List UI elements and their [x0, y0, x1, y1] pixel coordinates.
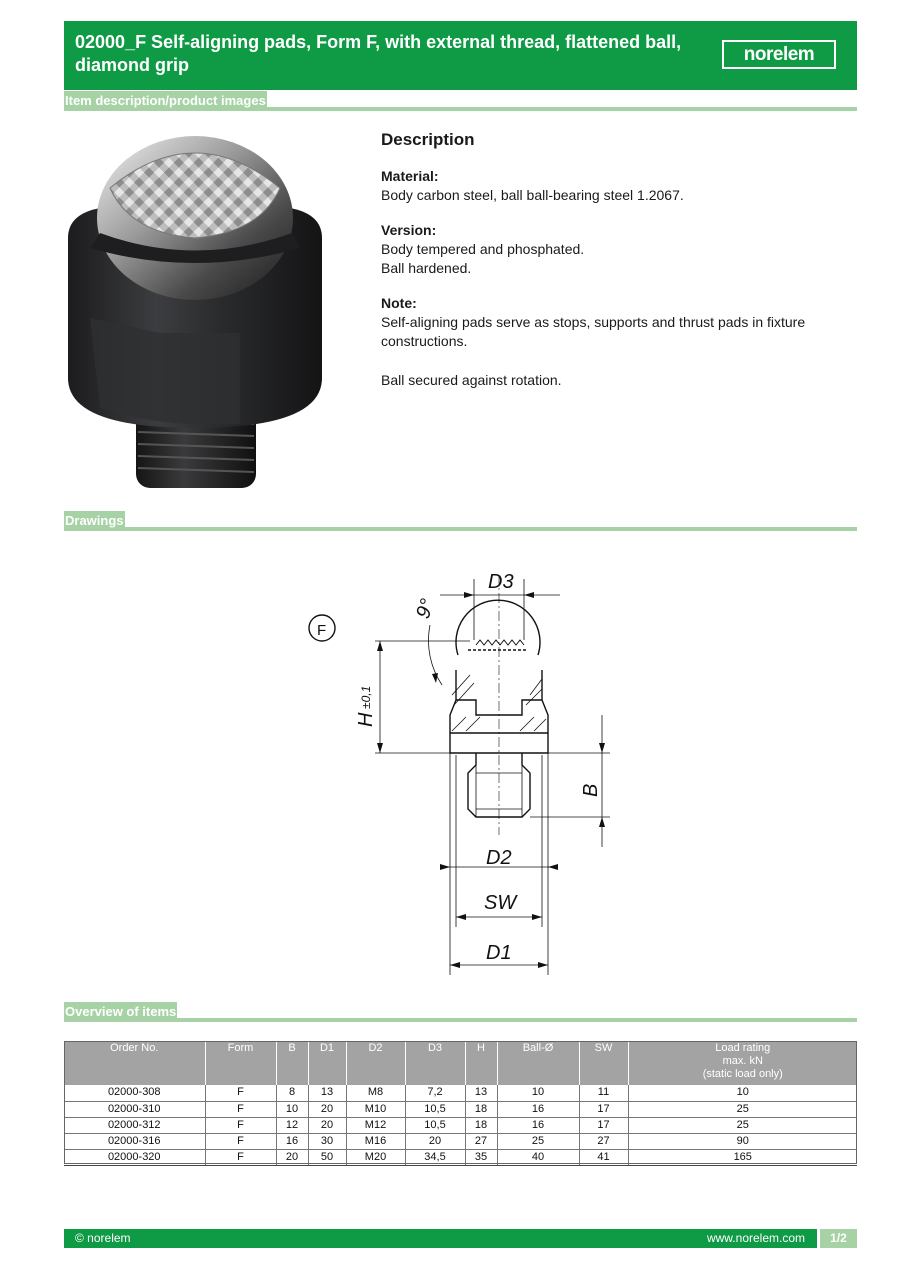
cell-d1: 13 — [308, 1085, 346, 1101]
cell-load: 25 — [628, 1117, 857, 1133]
table-row[interactable] — [64, 1117, 857, 1133]
version-line-1: Body tempered and phosphated. — [381, 241, 585, 257]
note-line-2: Ball secured against rotation. — [381, 372, 562, 388]
header-load-rating — [628, 1041, 857, 1085]
dim-d2: D2 — [486, 847, 512, 869]
cell-d3: 34,5 — [405, 1149, 465, 1165]
cell-b: 20 — [276, 1149, 308, 1165]
cell-b: 12 — [276, 1117, 308, 1133]
page-header — [64, 21, 857, 90]
cell-h: 18 — [465, 1101, 497, 1117]
cell-sw: 27 — [579, 1133, 628, 1149]
header-d1: D1 — [308, 1041, 346, 1085]
cell-d3: 10,5 — [405, 1117, 465, 1133]
material-text: Body carbon steel, ball ball-bearing steel 1.2067. — [381, 187, 684, 203]
dim-sw: SW — [484, 892, 517, 914]
cell-form: F — [205, 1101, 276, 1117]
cell-d1: 20 — [308, 1101, 346, 1117]
cell-d2: M8 — [346, 1085, 405, 1101]
header-ball-dia: Ball-Ø — [497, 1041, 579, 1085]
header-order-no: Order No. — [64, 1041, 205, 1085]
cell-ball-dia: 25 — [497, 1133, 579, 1149]
cell-d2: M10 — [346, 1101, 405, 1117]
cell-h: 18 — [465, 1117, 497, 1133]
page-footer — [64, 1229, 817, 1248]
cell-sw: 41 — [579, 1149, 628, 1165]
section-overview-bar — [64, 1002, 857, 1022]
cell-sw: 17 — [579, 1101, 628, 1117]
note-label: Note: — [381, 295, 417, 311]
cell-d1: 30 — [308, 1133, 346, 1149]
table-row[interactable] — [64, 1133, 857, 1149]
items-table — [64, 1041, 857, 1166]
table-row[interactable] — [64, 1101, 857, 1117]
description-block — [381, 130, 861, 390]
cell-d2: M12 — [346, 1117, 405, 1133]
cell-form: F — [205, 1117, 276, 1133]
section-drawings-bar — [64, 511, 857, 531]
cell-sw: 17 — [579, 1117, 628, 1133]
header-sw: SW — [579, 1041, 628, 1085]
material-label: Material: — [381, 168, 439, 184]
dim-d3: D3 — [488, 571, 514, 593]
cell-load: 10 — [628, 1085, 857, 1101]
table-header-row — [64, 1041, 857, 1085]
cell-order-no[interactable]: 02000-308 — [64, 1085, 205, 1101]
description-heading: Description — [381, 130, 475, 149]
cell-order-no[interactable]: 02000-312 — [64, 1117, 205, 1133]
cell-b: 16 — [276, 1133, 308, 1149]
cell-form: F — [205, 1149, 276, 1165]
cell-load: 25 — [628, 1101, 857, 1117]
page-number: 1/2 — [820, 1229, 857, 1248]
cell-ball-dia: 40 — [497, 1149, 579, 1165]
table-row[interactable] — [64, 1085, 857, 1101]
section-divider — [64, 1018, 857, 1022]
dim-angle: 9° — [412, 596, 440, 622]
footer-website-link[interactable]: www.norelem.com — [706, 1231, 805, 1245]
dim-d1: D1 — [486, 942, 512, 964]
header-d3: D3 — [405, 1041, 465, 1085]
product-image — [60, 128, 330, 494]
norelem-logo[interactable]: norelem — [722, 40, 836, 69]
dim-b: B — [580, 783, 602, 797]
cell-order-no[interactable]: 02000-310 — [64, 1101, 205, 1117]
cell-d3: 20 — [405, 1133, 465, 1149]
header-d2: D2 — [346, 1041, 405, 1085]
load-header-line-1: Load rating — [715, 1042, 771, 1054]
technical-drawing — [290, 555, 630, 985]
load-header-line-2: max. kN — [722, 1055, 763, 1067]
cell-d3: 7,2 — [405, 1085, 465, 1101]
form-label: F — [317, 622, 327, 639]
load-header-line-3: (static load only) — [702, 1068, 783, 1080]
cell-d3: 10,5 — [405, 1101, 465, 1117]
dim-h: H — [355, 712, 377, 727]
cell-ball-dia: 16 — [497, 1101, 579, 1117]
cell-b: 10 — [276, 1101, 308, 1117]
note-line-1: Self-aligning pads serve as stops, supports and thrust pads in fixture constructions. — [381, 314, 806, 349]
footer-copyright: © norelem — [75, 1231, 131, 1245]
cell-h: 35 — [465, 1149, 497, 1165]
cell-sw: 11 — [579, 1085, 628, 1101]
dim-h-tolerance: ±0,1 — [359, 685, 373, 709]
cell-load: 90 — [628, 1133, 857, 1149]
cell-form: F — [205, 1133, 276, 1149]
cell-d1: 50 — [308, 1149, 346, 1165]
section-images-label: Item description/product images — [64, 91, 267, 111]
version-label: Version: — [381, 222, 437, 238]
header-form: Form — [205, 1041, 276, 1085]
cell-ball-dia: 10 — [497, 1085, 579, 1101]
table-row[interactable] — [64, 1149, 857, 1165]
section-overview-label: Overview of items — [64, 1002, 177, 1022]
cell-b: 8 — [276, 1085, 308, 1101]
section-images-bar — [64, 91, 857, 111]
section-drawings-label: Drawings — [64, 511, 125, 531]
cell-ball-dia: 16 — [497, 1117, 579, 1133]
cell-h: 27 — [465, 1133, 497, 1149]
cell-d1: 20 — [308, 1117, 346, 1133]
header-b: B — [276, 1041, 308, 1085]
cell-form: F — [205, 1085, 276, 1101]
version-line-2: Ball hardened. — [381, 260, 472, 276]
cell-d2: M16 — [346, 1133, 405, 1149]
header-h: H — [465, 1041, 497, 1085]
page-title: 02000_F Self-aligning pads, Form F, with external thread, flattened ball, diamond grip — [75, 32, 682, 75]
section-divider — [64, 527, 857, 531]
cell-h: 13 — [465, 1085, 497, 1101]
cell-load: 165 — [628, 1149, 857, 1165]
cell-d2: M20 — [346, 1149, 405, 1165]
cell-order-no[interactable]: 02000-320 — [64, 1149, 205, 1165]
cell-order-no[interactable]: 02000-316 — [64, 1133, 205, 1149]
